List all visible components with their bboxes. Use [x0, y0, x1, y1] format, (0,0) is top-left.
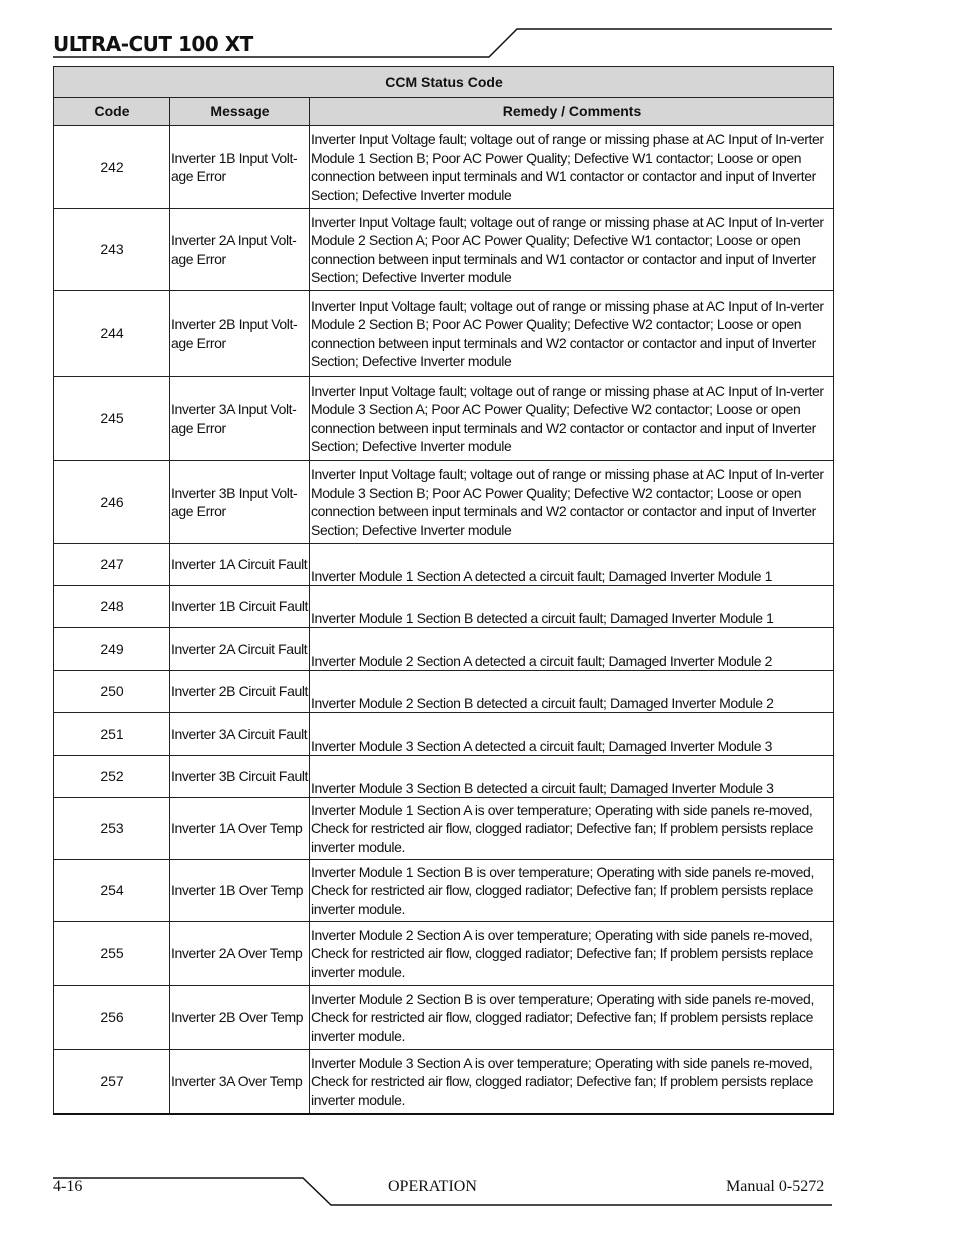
remedy-cell: Inverter Input Voltage fault; voltage out of range or missing phase at AC Input of In-verter Module 3 Section A; Poor AC Power Quality; Defective W2 contactor; Loose or open connection between input terminals and W2 contactor or contactor and input of Inverter Section; Defective Inverter module — [310, 377, 834, 461]
code-cell: 249 — [54, 628, 170, 671]
code-cell: 248 — [54, 586, 170, 628]
message-cell: Inverter 1A Circuit Fault — [170, 544, 310, 586]
code-cell: 254 — [54, 860, 170, 922]
table-row — [54, 922, 834, 986]
table-row — [54, 986, 834, 1050]
table-row — [54, 671, 834, 713]
message-cell: Inverter 2A Over Temp — [170, 922, 310, 986]
code-cell: 242 — [54, 126, 170, 209]
code-cell: 247 — [54, 544, 170, 586]
remedy-cell: Inverter Module 1 Section A is over temperature; Operating with side panels re-moved, Check for restricted air flow, clogged radiator; Defective fan; If problem persists replace inverter module. — [310, 798, 834, 860]
remedy-cell: Inverter Module 2 Section B is over temperature; Operating with side panels re-moved, Check for restricted air flow, clogged radiator; Defective fan; If problem persists replace inverter module. — [310, 986, 834, 1050]
message-cell: Inverter 2A Circuit Fault — [170, 628, 310, 671]
message-cell: Inverter 1B Input Volt-age Error — [170, 126, 310, 209]
table-row — [54, 544, 834, 586]
column-header-remedy: Remedy / Comments — [310, 98, 834, 126]
code-cell: 253 — [54, 798, 170, 860]
code-cell: 243 — [54, 209, 170, 291]
code-cell: 252 — [54, 756, 170, 798]
footer-section: OPERATION — [388, 1178, 477, 1195]
remedy-cell: Inverter Module 1 Section B detected a circuit fault; Damaged Inverter Module 1 — [310, 586, 834, 628]
remedy-cell: Inverter Module 1 Section B is over temperature; Operating with side panels re-moved, Check for restricted air flow, clogged radiator; Defective fan; If problem persists replace inverter module. — [310, 860, 834, 922]
remedy-cell: Inverter Module 2 Section A detected a circuit fault; Damaged Inverter Module 2 — [310, 628, 834, 671]
table-row — [54, 209, 834, 291]
message-cell: Inverter 2B Over Temp — [170, 986, 310, 1050]
remedy-cell: Inverter Input Voltage fault; voltage out of range or missing phase at AC Input of In-verter Module 2 Section B; Poor AC Power Quality; Defective W2 contactor; Loose or open connection between input terminals and W2 contactor or contactor and input of Inverter Section; Defective Inverter module — [310, 291, 834, 377]
table-row — [54, 291, 834, 377]
message-cell: Inverter 1B Circuit Fault — [170, 586, 310, 628]
table-row — [54, 1050, 834, 1114]
code-cell: 244 — [54, 291, 170, 377]
table-row — [54, 377, 834, 461]
remedy-cell: Inverter Module 2 Section B detected a circuit fault; Damaged Inverter Module 2 — [310, 671, 834, 713]
remedy-cell: Inverter Module 3 Section A is over temperature; Operating with side panels re-moved, Check for restricted air flow, clogged radiator; Defective fan; If problem persists replace inverter module. — [310, 1050, 834, 1114]
message-cell: Inverter 3B Input Volt-age Error — [170, 461, 310, 544]
message-cell: Inverter 3B Circuit Fault — [170, 756, 310, 798]
message-cell: Inverter 1B Over Temp — [170, 860, 310, 922]
message-cell: Inverter 3A Over Temp — [170, 1050, 310, 1114]
remedy-cell: Inverter Module 1 Section A detected a circuit fault; Damaged Inverter Module 1 — [310, 544, 834, 586]
table-caption: CCM Status Code — [54, 67, 834, 98]
footer-page-number: 4-16 — [53, 1178, 83, 1195]
message-cell: Inverter 2A Input Volt-age Error — [170, 209, 310, 291]
code-cell: 250 — [54, 671, 170, 713]
table-row — [54, 461, 834, 544]
remedy-cell: Inverter Module 3 Section A detected a circuit fault; Damaged Inverter Module 3 — [310, 713, 834, 756]
table-row — [54, 628, 834, 671]
message-cell: Inverter 1A Over Temp — [170, 798, 310, 860]
column-header-code: Code — [54, 98, 170, 126]
code-cell: 246 — [54, 461, 170, 544]
remedy-cell: Inverter Input Voltage fault; voltage out of range or missing phase at AC Input of In-verter Module 1 Section B; Poor AC Power Quality; Defective W1 contactor; Loose or open connection between input terminals and W1 contactor or contactor and input of Inverter Section; Defective Inverter module — [310, 126, 834, 209]
remedy-cell: Inverter Module 2 Section A is over temperature; Operating with side panels re-moved, Check for restricted air flow, clogged radiator; Defective fan; If problem persists replace inverter module. — [310, 922, 834, 986]
code-cell: 257 — [54, 1050, 170, 1114]
table-row — [54, 798, 834, 860]
message-cell: Inverter 3A Circuit Fault — [170, 713, 310, 756]
table-row — [54, 586, 834, 628]
remedy-cell: Inverter Module 3 Section B detected a circuit fault; Damaged Inverter Module 3 — [310, 756, 834, 798]
table-row — [54, 126, 834, 209]
code-cell: 245 — [54, 377, 170, 461]
message-cell: Inverter 3A Input Volt-age Error — [170, 377, 310, 461]
page-title: ULTRA-CUT 100 XT — [53, 32, 253, 56]
footer-manual-number: Manual 0-5272 — [726, 1178, 825, 1195]
table-row — [54, 713, 834, 756]
code-cell: 251 — [54, 713, 170, 756]
remedy-cell: Inverter Input Voltage fault; voltage out of range or missing phase at AC Input of In-verter Module 3 Section B; Poor AC Power Quality; Defective W2 contactor; Loose or open connection between input terminals and W2 contactor or contactor and input of Inverter Section; Defective Inverter module — [310, 461, 834, 544]
code-cell: 255 — [54, 922, 170, 986]
table-row — [54, 756, 834, 798]
ccm-status-code-table — [53, 66, 834, 1115]
code-cell: 256 — [54, 986, 170, 1050]
message-cell: Inverter 2B Input Volt-age Error — [170, 291, 310, 377]
column-header-message: Message — [170, 98, 310, 126]
table-row — [54, 860, 834, 922]
remedy-cell: Inverter Input Voltage fault; voltage out of range or missing phase at AC Input of In-verter Module 2 Section A; Poor AC Power Quality; Defective W1 contactor; Loose or open connection between input terminals and W1 contactor or contactor and input of Inverter Section; Defective Inverter module — [310, 209, 834, 291]
message-cell: Inverter 2B Circuit Fault — [170, 671, 310, 713]
